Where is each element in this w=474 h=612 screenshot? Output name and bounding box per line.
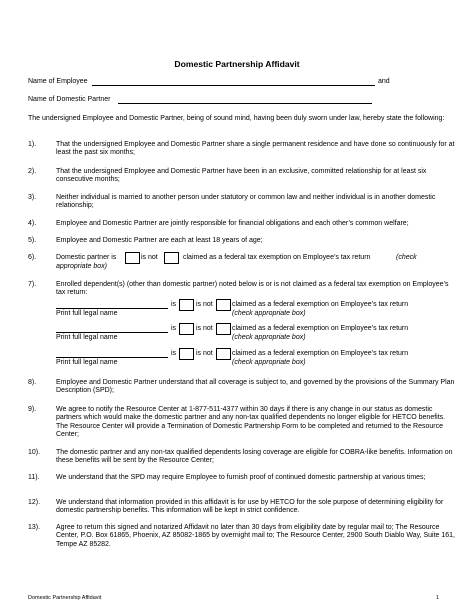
print-name-label: Print full legal name xyxy=(56,359,118,366)
item-number: 4). xyxy=(28,220,37,227)
partner-name-label: Name of Domestic Partner xyxy=(28,96,111,103)
item6-is-not-label: is not xyxy=(141,254,158,261)
item-text: Employee and Domestic Partner understand that all coverage is subject to, and governed by the provisions of the Summary Plan Description (SPD); xyxy=(56,379,455,395)
item-number: 3). xyxy=(28,194,37,201)
page-title: Domestic Partnership Affidavit xyxy=(174,59,300,69)
item6-lead: Domestic partner is xyxy=(56,254,117,261)
dependent-is-not-label: is not xyxy=(196,350,213,357)
dependent-name-field[interactable] xyxy=(56,357,168,358)
item-text: Agree to return this signed and notarized Affidavit no later than 30 days from eligibility date by regular mail to; The Resource Center, P.O. Box 61865, Phoenix, AZ 85082-1865 by overnight mail to; The Resource Center, 2900 South Diablo Way, Suite 161, Tempe AZ 85282. xyxy=(56,524,455,548)
item7-text: Enrolled dependent(s) (other than domestic partner) noted below is or is not claimed as a federal tax exemption on Employee’s tax return: xyxy=(56,281,449,297)
page-number: 1 xyxy=(436,595,440,601)
item-text: We understand that the SPD may require Employee to furnish proof of continued domestic partnership at various times; xyxy=(56,474,426,481)
item-number: 8). xyxy=(28,379,37,386)
item-text: Employee and Domestic Partner are jointly responsible for financial obligations and each other’s common welfare; xyxy=(56,220,409,227)
item-text: Neither individual is married to another person under statutory or common law and neither individual is in another domestic relationship; xyxy=(56,194,436,210)
item-text: We understand that information provided in this affidavit is for use by HETCO for the sole purpose of determining eligibility for domestic partnership benefits. This information will be kept in strict confidence. xyxy=(56,499,444,515)
print-name-label: Print full legal name xyxy=(56,334,118,341)
dependent-name-field[interactable] xyxy=(56,332,168,333)
dependent-is-not-checkbox[interactable] xyxy=(216,323,231,335)
item-number: 13). xyxy=(28,524,41,531)
item-text: That the undersigned Employee and Domestic Partner have been in an exclusive, committed relationship for at least six consecutive months; xyxy=(56,168,427,184)
dependent-name-field[interactable] xyxy=(56,308,168,309)
check-box-hint: (check appropriate box) xyxy=(232,334,306,341)
check-box-hint: (check appropriate box) xyxy=(232,359,306,366)
dependent-is-label: is xyxy=(171,350,177,357)
dependent-claim-text: claimed as a federal exemption on Employee’s tax return xyxy=(232,301,409,308)
employee-name-label: Name of Employee xyxy=(28,78,88,85)
dependent-is-checkbox[interactable] xyxy=(179,299,194,311)
item-number: 10). xyxy=(28,449,41,456)
item-text: Employee and Domestic Partner are each at least 18 years of age; xyxy=(56,237,263,244)
item6-check-hint: (check xyxy=(396,254,417,261)
item-text: We agree to notify the Resource Center at 1-877-511-4377 within 30 days if there is any change in our status as domestic partners which would make the domestic partner and any non-tax qualified dependents no longer eligible for HETCO benefits. The Resource Center will provide a Termination of Domestic Partnership Form to be completed and returned to the Resource Center; xyxy=(56,406,446,439)
dependent-is-label: is xyxy=(171,325,177,332)
employee-name-field[interactable] xyxy=(92,85,375,86)
item7-number: 7). xyxy=(28,281,37,288)
dependent-claim-text: claimed as a federal exemption on Employee’s tax return xyxy=(232,325,409,332)
item-number: 12). xyxy=(28,499,41,506)
item6-check-hint-cont: appropriate box) xyxy=(56,263,107,270)
dependent-claim-text: claimed as a federal exemption on Employee’s tax return xyxy=(232,350,409,357)
dependent-is-label: is xyxy=(171,301,177,308)
print-name-label: Print full legal name xyxy=(56,310,118,317)
item6-number: 6). xyxy=(28,254,37,261)
and-label: and xyxy=(378,78,390,85)
item-text: The domestic partner and any non-tax qualified dependents losing coverage are eligible for COBRA-like benefits. Information on these benefits will be sent by the Resource Center; xyxy=(56,449,453,465)
dependent-is-checkbox[interactable] xyxy=(179,323,194,335)
item-number: 11). xyxy=(28,474,40,481)
partner-name-field[interactable] xyxy=(118,103,372,104)
item6-is-not-checkbox[interactable] xyxy=(164,252,179,264)
item-number: 1). xyxy=(28,141,37,148)
dependent-is-not-checkbox[interactable] xyxy=(216,299,231,311)
intro-paragraph: The undersigned Employee and Domestic Partner, being of sound mind, having been duly sworn under law, hereby state the following: xyxy=(28,115,445,122)
check-box-hint: (check appropriate box) xyxy=(232,310,306,317)
item6-claim-text: claimed as a federal tax exemption on Employee’s tax return xyxy=(183,254,371,261)
item-number: 5). xyxy=(28,237,37,244)
dependent-is-not-label: is not xyxy=(196,301,213,308)
footer-title: Domestic Partnership Affidavit xyxy=(28,595,102,601)
item-number: 2). xyxy=(28,168,37,175)
item-number: 9). xyxy=(28,406,37,413)
dependent-is-not-checkbox[interactable] xyxy=(216,348,231,360)
item6-is-checkbox[interactable] xyxy=(125,252,140,264)
dependent-is-not-label: is not xyxy=(196,325,213,332)
dependent-is-checkbox[interactable] xyxy=(179,348,194,360)
item-text: That the undersigned Employee and Domestic Partner share a single permanent residence and have done so continuously for at least the past six months; xyxy=(56,141,455,157)
